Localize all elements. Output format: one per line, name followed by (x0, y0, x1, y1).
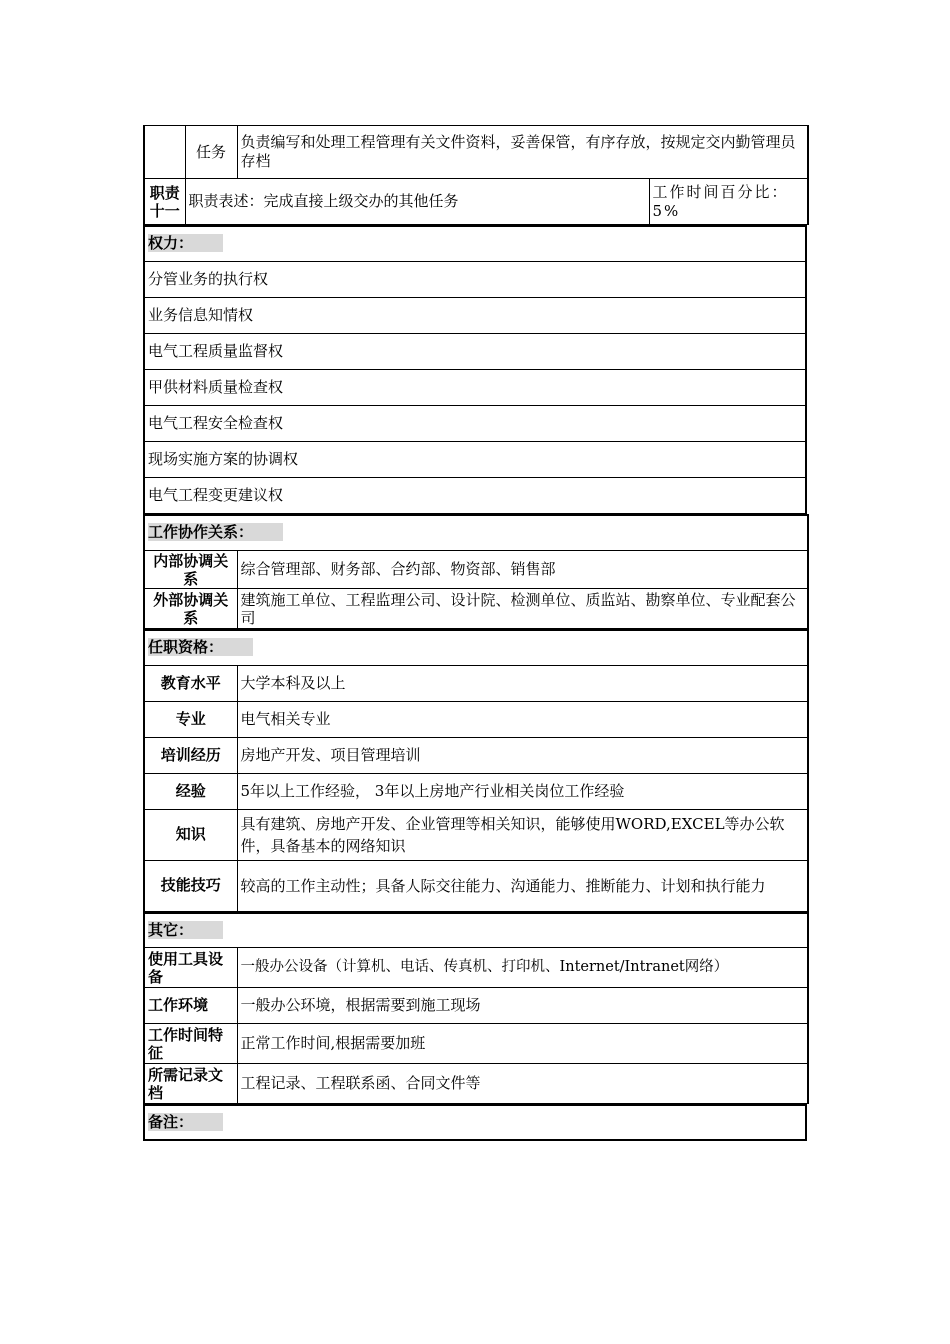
relations-title: 工作协作关系： (144, 515, 808, 551)
duty-table (143, 125, 809, 225)
qualification-label: 专业 (144, 701, 237, 737)
power-item (144, 405, 806, 441)
external-relations-row (144, 589, 808, 629)
other-label: 工作时间特征 (144, 1024, 237, 1064)
other-value: 工程记录、工程联系函、合同文件等 (237, 1064, 808, 1104)
power-item (144, 261, 806, 297)
external-relations-label: 外部协调关系 (144, 589, 237, 629)
qualification-label: 技能技巧 (144, 860, 237, 911)
remarks-table (143, 1104, 807, 1141)
internal-relations-value: 综合管理部、财务部、合约部、物资部、销售部 (237, 551, 808, 589)
other-label: 所需记录文档 (144, 1064, 237, 1104)
power-item-text: 甲供材料质量检查权 (144, 369, 806, 405)
relations-title-row (144, 515, 808, 551)
qualification-row (144, 860, 808, 911)
power-item (144, 333, 806, 369)
duty-11-label: 职责十一 (144, 179, 185, 225)
duty-blank-cell (144, 126, 185, 179)
qualification-value: 5年以上工作经验， 3年以上房地产行业相关岗位工作经验 (237, 773, 808, 809)
qualification-value: 具有建筑、房地产开发、企业管理等相关知识，能够使用WORD,EXCEL等办公软件，具备基本的网络知识 (237, 809, 808, 860)
duty-task-row (144, 126, 808, 179)
power-item-text: 电气工程变更建议权 (144, 477, 806, 513)
qualifications-table (143, 629, 809, 912)
other-table (143, 912, 809, 1105)
power-item (144, 297, 806, 333)
qualification-label: 经验 (144, 773, 237, 809)
qualification-value: 较高的工作主动性；具备人际交往能力、沟通能力、推断能力、计划和执行能力 (237, 860, 808, 911)
qualifications-title: 任职资格： (144, 630, 808, 665)
duty-11-time-percentage: 工作时间百分比：5% (649, 179, 808, 225)
powers-title-row (144, 226, 806, 261)
other-row (144, 988, 808, 1024)
remarks-title: 备注： (144, 1105, 806, 1140)
powers-table (143, 225, 807, 514)
qualification-value: 电气相关专业 (237, 701, 808, 737)
job-description-document (143, 125, 807, 1141)
power-item-text: 分管业务的执行权 (144, 261, 806, 297)
qualification-row (144, 809, 808, 860)
power-item-text: 电气工程质量监督权 (144, 333, 806, 369)
other-value: 正常工作时间,根据需要加班 (237, 1024, 808, 1064)
power-item-text: 现场实施方案的协调权 (144, 441, 806, 477)
external-relations-value: 建筑施工单位、工程监理公司、设计院、检测单位、质监站、勘察单位、专业配套公司 (237, 589, 808, 629)
relations-table (143, 514, 809, 630)
power-item (144, 477, 806, 513)
remarks-title-row (144, 1105, 806, 1140)
qualification-label: 教育水平 (144, 665, 237, 701)
internal-relations-row (144, 551, 808, 589)
powers-title: 权力： (144, 226, 806, 261)
task-label: 任务 (185, 126, 237, 179)
other-label: 使用工具设备 (144, 948, 237, 988)
internal-relations-label: 内部协调关系 (144, 551, 237, 589)
other-title: 其它： (144, 913, 808, 948)
qualification-row (144, 665, 808, 701)
duty-11-description: 职责表述：完成直接上级交办的其他任务 (185, 179, 649, 225)
other-row (144, 1024, 808, 1064)
other-value: 一般办公设备（计算机、电话、传真机、打印机、Internet/Intranet网络） (237, 948, 808, 988)
qualification-label: 培训经历 (144, 737, 237, 773)
power-item (144, 441, 806, 477)
other-title-row (144, 913, 808, 948)
other-label: 工作环境 (144, 988, 237, 1024)
qualification-row (144, 773, 808, 809)
other-value: 一般办公环境，根据需要到施工现场 (237, 988, 808, 1024)
other-row (144, 1064, 808, 1104)
duty-11-row (144, 179, 808, 225)
qualification-value: 大学本科及以上 (237, 665, 808, 701)
other-row (144, 948, 808, 988)
qualification-value: 房地产开发、项目管理培训 (237, 737, 808, 773)
power-item-text: 业务信息知情权 (144, 297, 806, 333)
qualifications-title-row (144, 630, 808, 665)
qualification-row (144, 701, 808, 737)
power-item-text: 电气工程安全检查权 (144, 405, 806, 441)
power-item (144, 369, 806, 405)
qualification-row (144, 737, 808, 773)
task-text: 负责编写和处理工程管理有关文件资料，妥善保管，有序存放，按规定交内勤管理员存档 (237, 126, 808, 179)
qualification-label: 知识 (144, 809, 237, 860)
